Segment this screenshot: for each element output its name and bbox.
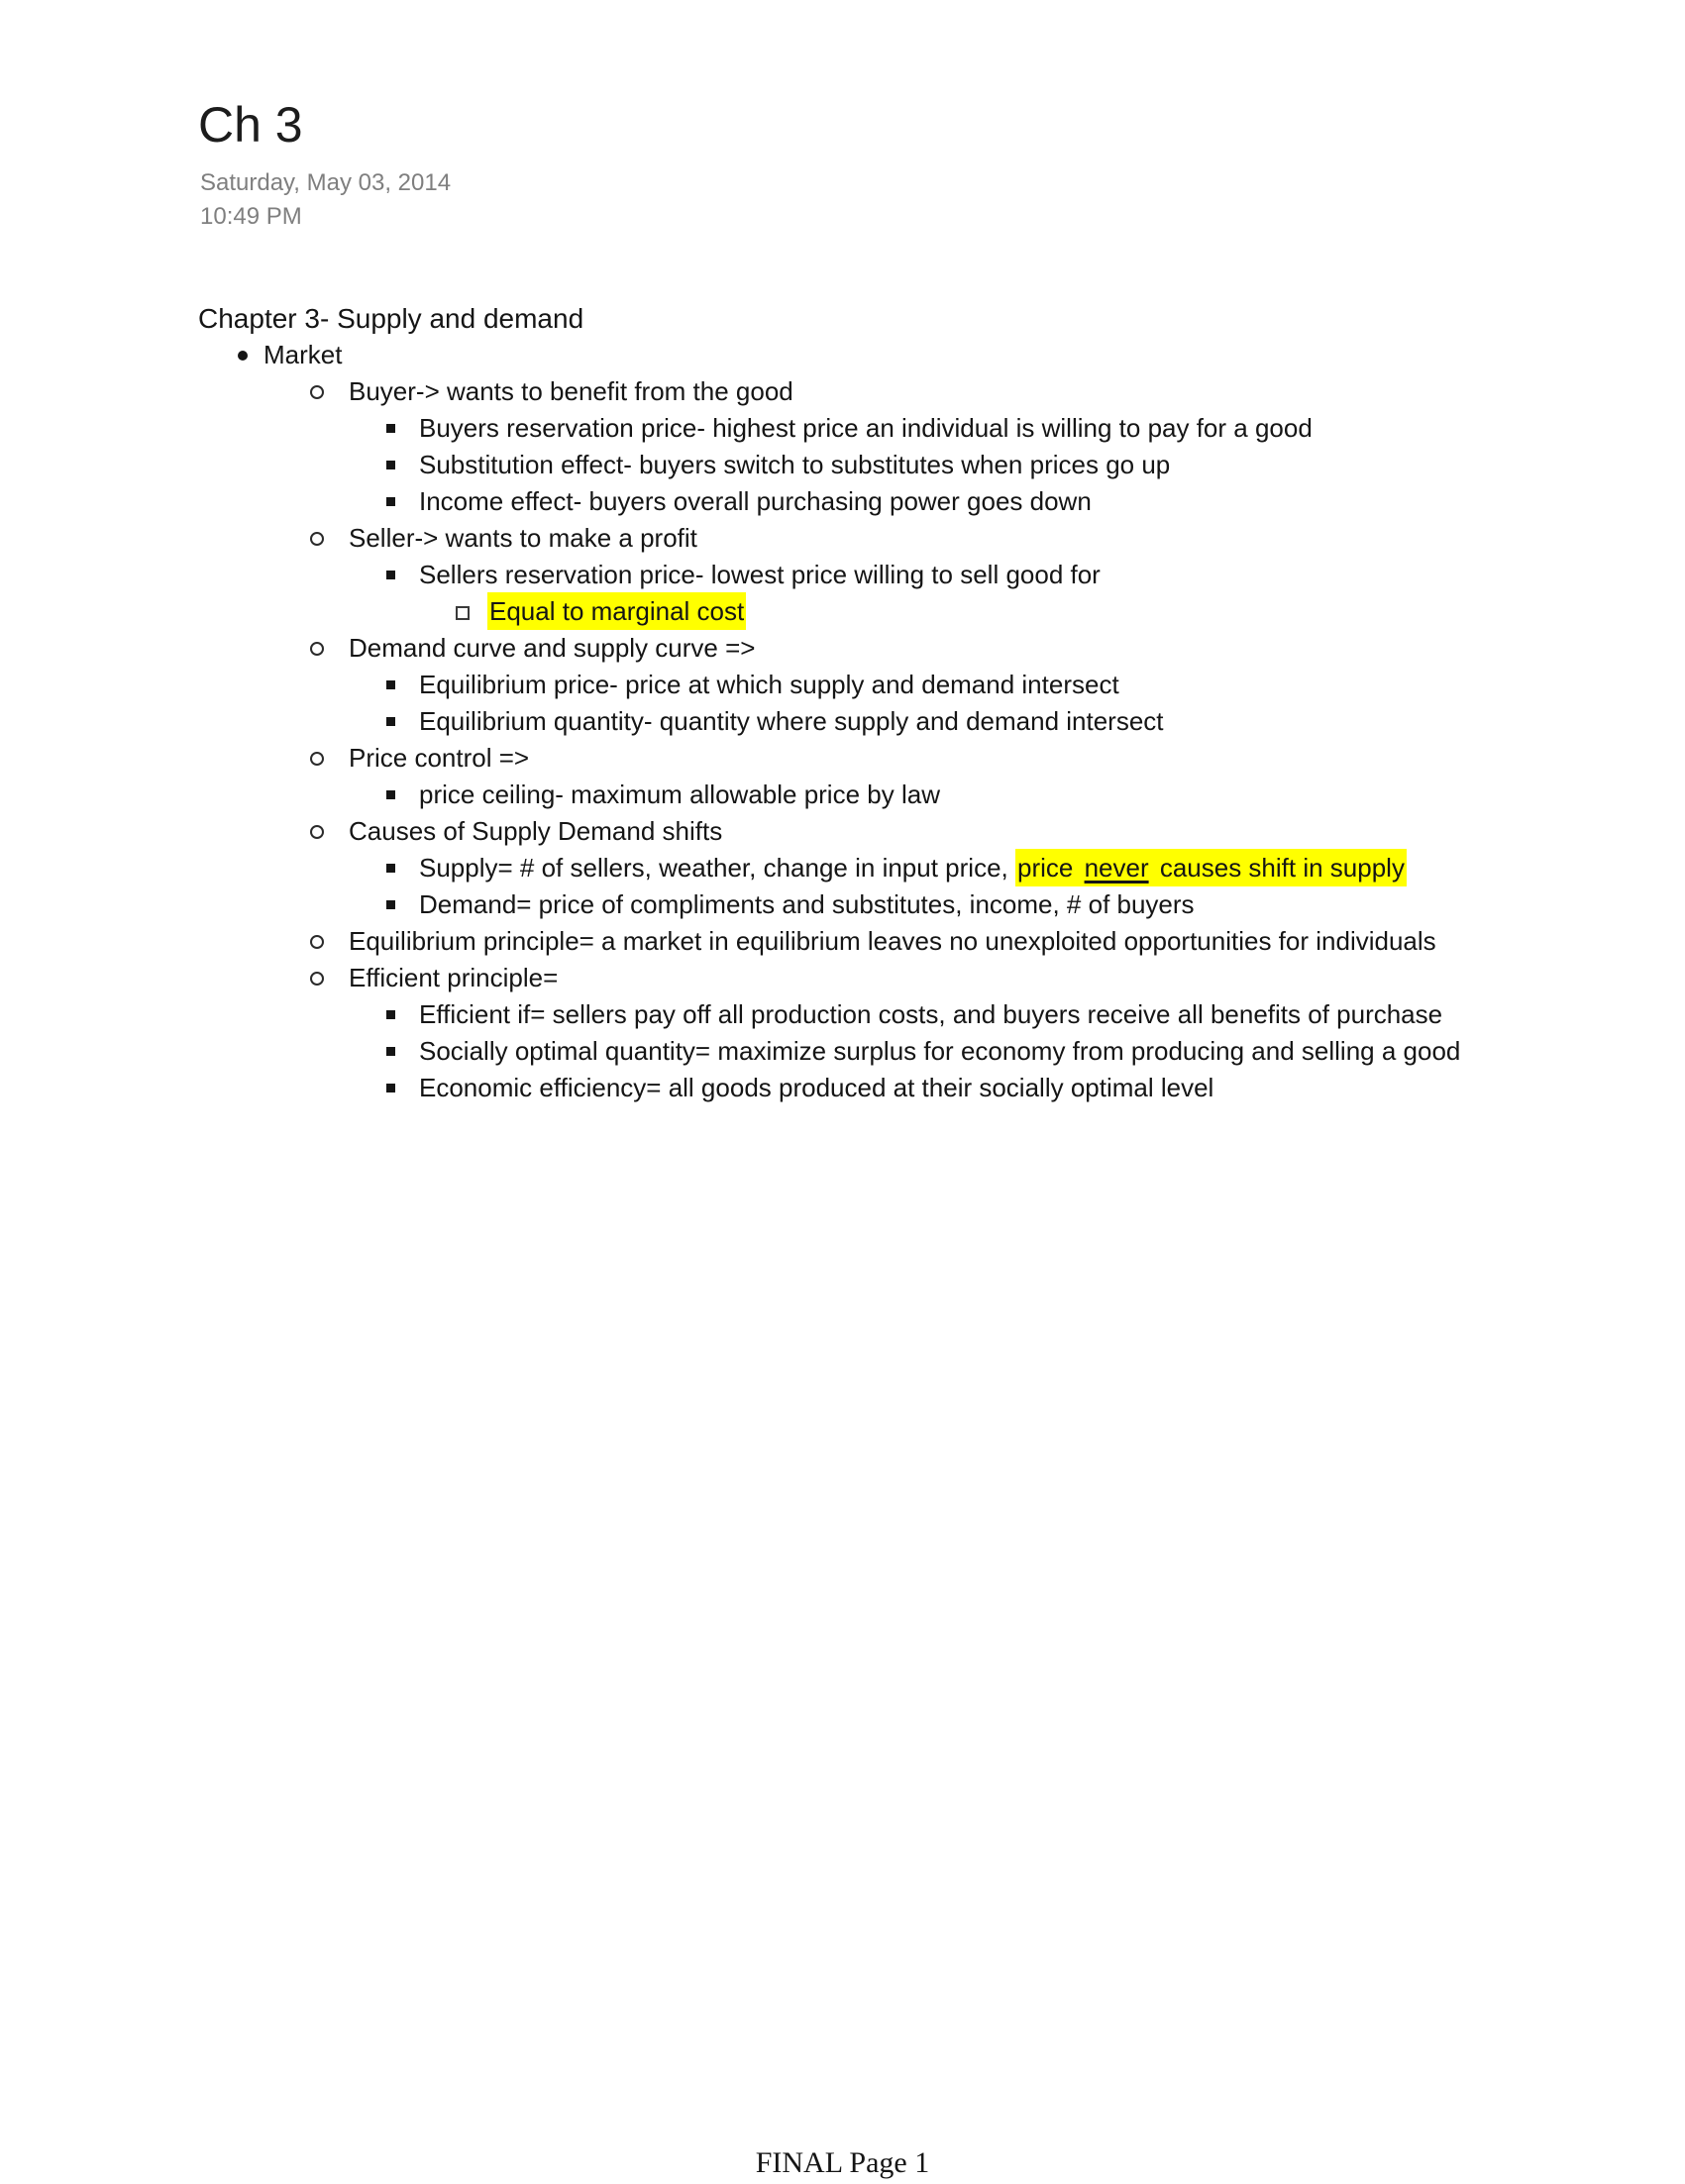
text-segment: Efficient principle= bbox=[349, 963, 559, 992]
item-text bbox=[263, 337, 1516, 373]
bullet-circle-icon bbox=[310, 935, 324, 949]
item-text bbox=[419, 447, 1516, 483]
note-meta bbox=[200, 166, 451, 234]
text-segment: Income effect- buyers overall purchasing power goes down bbox=[419, 486, 1092, 516]
bullet-square-icon bbox=[386, 424, 395, 433]
bullet-square-icon bbox=[386, 1084, 395, 1092]
bullet-open-square-icon bbox=[456, 606, 470, 620]
text-segment: Causes of Supply Demand shifts bbox=[349, 816, 723, 846]
text-segment: Demand= price of compliments and substitutes, income, # of buyers bbox=[419, 889, 1195, 919]
item-text bbox=[419, 777, 1516, 813]
item-text bbox=[487, 593, 1516, 630]
text-segment: Substitution effect- buyers switch to substitutes when prices go up bbox=[419, 450, 1171, 479]
item-text bbox=[419, 886, 1516, 923]
item-text bbox=[349, 740, 1516, 777]
list-item bbox=[198, 960, 1516, 996]
list-item bbox=[198, 777, 1516, 813]
item-text bbox=[349, 923, 1516, 960]
item-text bbox=[419, 850, 1516, 886]
text-segment: Buyers reservation price- highest price an individual is willing to pay for a good bbox=[419, 413, 1313, 443]
bullet-circle-icon bbox=[310, 642, 324, 656]
bullet-circle-icon bbox=[310, 972, 324, 986]
bullet-square-icon bbox=[386, 864, 395, 873]
list-item bbox=[198, 703, 1516, 740]
bullet-circle-icon bbox=[310, 532, 324, 546]
list-item bbox=[198, 520, 1516, 557]
text-segment: Price control => bbox=[349, 743, 530, 773]
list-item bbox=[198, 740, 1516, 777]
text-segment: Seller-> wants to make a profit bbox=[349, 523, 697, 553]
note-date: Saturday, May 03, 2014 bbox=[200, 169, 452, 196]
list-item bbox=[198, 667, 1516, 703]
highlighted-text: Equal to marginal cost bbox=[487, 592, 746, 630]
bullet-square-icon bbox=[386, 1047, 395, 1056]
list-item bbox=[198, 813, 1516, 850]
highlighted-text: never bbox=[1083, 849, 1151, 886]
item-text bbox=[349, 813, 1516, 850]
list-item bbox=[198, 996, 1516, 1033]
item-text bbox=[419, 996, 1516, 1033]
bullet-square-icon bbox=[386, 461, 395, 469]
bullet-disc-icon bbox=[238, 351, 248, 361]
list-item bbox=[198, 337, 1516, 373]
item-text bbox=[419, 1033, 1516, 1070]
bullet-circle-icon bbox=[310, 385, 324, 399]
text-segment: Demand curve and supply curve => bbox=[349, 633, 756, 663]
item-text bbox=[419, 410, 1516, 447]
bullet-square-icon bbox=[386, 680, 395, 689]
item-text bbox=[419, 703, 1516, 740]
list-item bbox=[198, 373, 1516, 410]
list-item bbox=[198, 1070, 1516, 1106]
item-text bbox=[419, 483, 1516, 520]
highlighted-text: price bbox=[1015, 849, 1083, 886]
notes-list bbox=[198, 337, 1516, 1106]
item-text bbox=[419, 667, 1516, 703]
item-text bbox=[349, 960, 1516, 996]
list-item bbox=[198, 923, 1516, 960]
bullet-circle-icon bbox=[310, 825, 324, 839]
text-segment: Supply= # of sellers, weather, change in input price, bbox=[419, 853, 1015, 883]
item-text bbox=[419, 557, 1516, 593]
item-text bbox=[419, 1070, 1516, 1106]
highlighted-text: causes shift in supply bbox=[1151, 849, 1407, 886]
note-time: 10:49 PM bbox=[200, 203, 302, 230]
text-segment: Buyer-> wants to benefit from the good bbox=[349, 376, 793, 406]
section-heading: Chapter 3- Supply and demand bbox=[198, 303, 584, 334]
text-segment: price ceiling- maximum allowable price by law bbox=[419, 780, 940, 809]
item-text bbox=[349, 630, 1516, 667]
bullet-square-icon bbox=[386, 790, 395, 799]
list-item bbox=[198, 557, 1516, 593]
text-segment: Socially optimal quantity= maximize surplus for economy from producing and selling a good bbox=[419, 1036, 1461, 1066]
item-text bbox=[349, 373, 1516, 410]
list-item bbox=[198, 447, 1516, 483]
text-segment: Equilibrium principle= a market in equilibrium leaves no unexploited opportunities for individuals bbox=[349, 926, 1436, 956]
list-item bbox=[198, 850, 1516, 886]
page-footer: FINAL Page 1 bbox=[755, 2146, 930, 2179]
text-segment: Economic efficiency= all goods produced at their socially optimal level bbox=[419, 1073, 1214, 1102]
bullet-square-icon bbox=[386, 1010, 395, 1019]
bullet-square-icon bbox=[386, 900, 395, 909]
item-text bbox=[349, 520, 1516, 557]
bullet-square-icon bbox=[386, 717, 395, 726]
text-segment: Equilibrium price- price at which supply and demand intersect bbox=[419, 670, 1119, 699]
list-item bbox=[198, 483, 1516, 520]
list-item bbox=[198, 630, 1516, 667]
bullet-square-icon bbox=[386, 571, 395, 579]
text-segment: Market bbox=[263, 340, 343, 369]
text-segment: Sellers reservation price- lowest price willing to sell good for bbox=[419, 560, 1101, 589]
bullet-circle-icon bbox=[310, 752, 324, 766]
list-item bbox=[198, 1033, 1516, 1070]
text-segment: Efficient if= sellers pay off all production costs, and buyers receive all benefits of purchase bbox=[419, 999, 1443, 1029]
text-segment: Equilibrium quantity- quantity where supply and demand intersect bbox=[419, 706, 1164, 736]
list-item bbox=[198, 886, 1516, 923]
page-title: Ch 3 bbox=[198, 97, 303, 153]
note-body bbox=[198, 300, 1516, 1106]
list-item bbox=[198, 410, 1516, 447]
list-item bbox=[198, 593, 1516, 630]
bullet-square-icon bbox=[386, 497, 395, 506]
